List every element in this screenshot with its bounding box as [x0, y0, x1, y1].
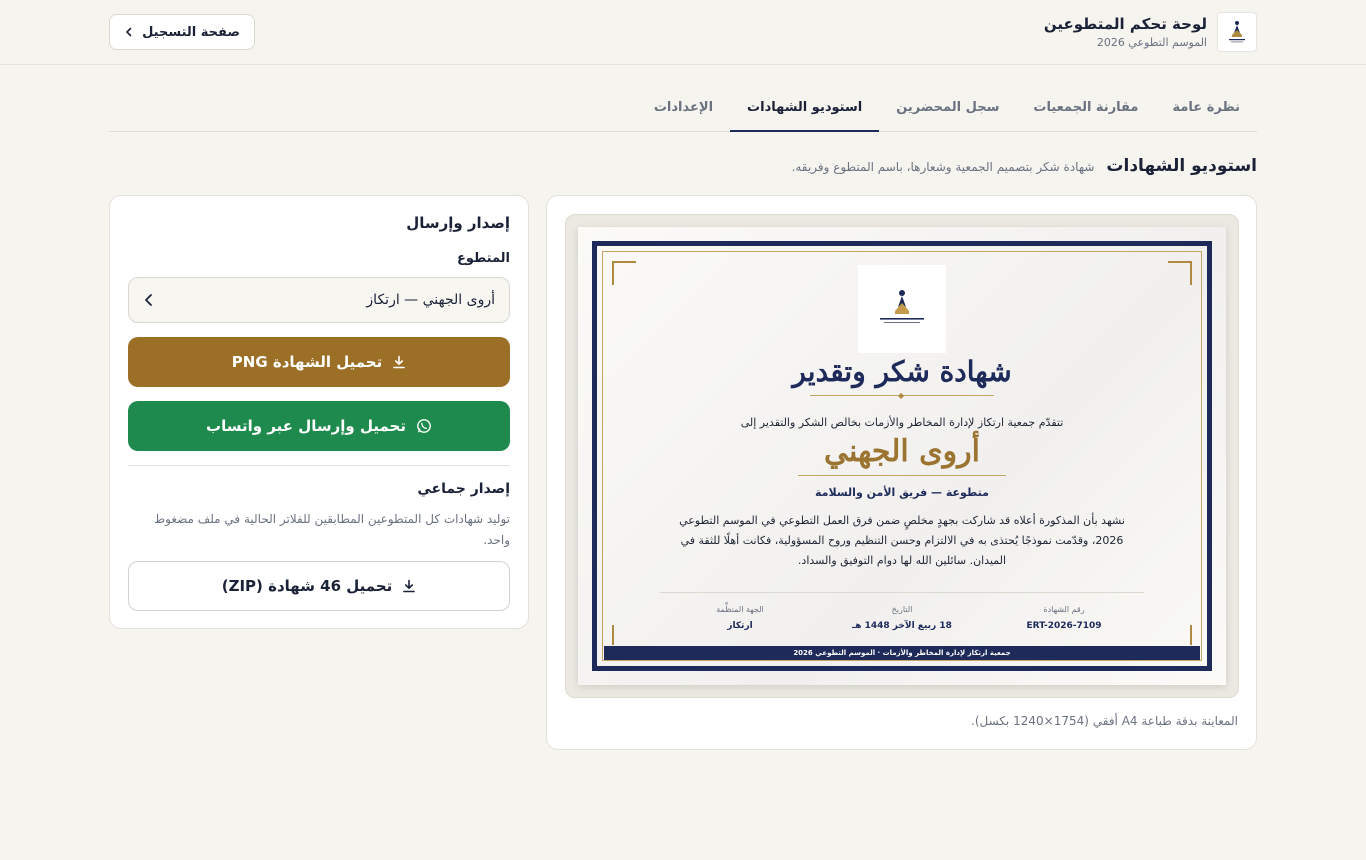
- volunteer-label: المتطوع: [456, 251, 510, 266]
- page-description: شهادة شكر بتصميم الجمعية وشعارها، باسم المتطوع وفريقه.: [791, 160, 1095, 174]
- chevron-left-icon: [143, 293, 155, 307]
- certificate-intro: تتقدّم جمعية ارتكاز لإدارة المخاطر والأزمات بخالص الشكر والتقدير إلى: [740, 416, 1064, 429]
- name-divider: [798, 475, 1006, 476]
- certificate-logo: [858, 265, 946, 353]
- page-title: استوديو الشهادات: [1106, 156, 1257, 176]
- download-zip-label: تحميل 46 شهادة (ZIP): [221, 577, 393, 595]
- certificate-preview-card: [546, 195, 1257, 750]
- chevron-left-icon: [124, 27, 134, 37]
- meta-date: [822, 603, 982, 635]
- registration-page-label: صفحة التسجيل: [142, 24, 240, 40]
- certificate-separator: [660, 592, 1144, 593]
- certificate-body: نشهد بأن المذكورة أعلاه قد شاركت بجهدٍ مخلصٍ ضمن فرق العمل التطوعي في الموسم التطوعي 2026، وقدّمت نموذجًا يُحتذى به في الالتزام وحسن التنظيم وروح المسؤولية، فكانت أهلًا للثقة في الميدان. سائلين الله لها دوام التوفيق والسداد.: [679, 514, 1125, 567]
- meta-number-label: رقم الشهادة: [1043, 605, 1085, 614]
- whatsapp-send-label: تحميل وإرسال عبر واتساب: [206, 417, 406, 435]
- certificate-title: شهادة شكر وتقدير: [792, 355, 1012, 388]
- certificate-logo-mark: [874, 287, 930, 331]
- main-tabs: [109, 86, 1257, 132]
- download-png-button[interactable]: [128, 337, 510, 387]
- download-png-label: تحميل الشهادة PNG: [231, 353, 383, 371]
- meta-org-label: الجهة المنظِّمة: [716, 605, 764, 614]
- org-logo: [1217, 12, 1257, 52]
- whatsapp-icon: [416, 418, 432, 434]
- page-heading: [792, 156, 1257, 176]
- download-icon: [392, 355, 406, 369]
- meta-org-value: ارتكاز: [727, 621, 753, 631]
- bulk-issue-description: توليد شهادات كل المتطوعين المطابقين للفلاتر الحالية في ملف مضغوط واحد.: [154, 512, 510, 547]
- whatsapp-send-button[interactable]: [128, 401, 510, 451]
- certificate-meta: [660, 603, 1144, 635]
- certificate: [578, 227, 1226, 685]
- meta-number-value: ERT-2026-7109: [1026, 621, 1102, 631]
- issue-panel-title: إصدار وإرسال: [406, 214, 510, 232]
- certificate-preview-frame: [565, 214, 1239, 698]
- meta-date-value: 18 ربيع الآخر 1448 هـ: [852, 621, 952, 631]
- certificate-footer: جمعية ارتكاز لإدارة المخاطر والأزمات · الموسم التطوعي 2026: [604, 646, 1200, 660]
- panel-divider: [128, 465, 510, 466]
- meta-date-label: التاريخ: [891, 605, 913, 614]
- tab-settings[interactable]: الإعدادات: [653, 100, 714, 115]
- title-ornament: ◆: [898, 391, 905, 400]
- tab-attendance-log[interactable]: سجل المحضرين: [896, 100, 1000, 115]
- corner-ornament: [612, 261, 636, 285]
- recipient-name: أروى الجهني: [824, 434, 980, 469]
- registration-page-button[interactable]: [109, 14, 255, 50]
- bulk-issue-title: إصدار جماعي: [417, 481, 510, 497]
- preview-note: المعاينة بدقة طباعة A4 أفقي (1754×1240 بكسل).: [971, 714, 1238, 728]
- org-logo-mark: [1226, 19, 1248, 45]
- brand: [1044, 12, 1257, 52]
- meta-number: [984, 603, 1144, 635]
- meta-org: [660, 603, 820, 635]
- volunteer-select-value: أروى الجهني — ارتكاز: [366, 292, 495, 308]
- download-icon: [402, 579, 416, 593]
- volunteer-select[interactable]: [128, 277, 510, 323]
- app-title: لوحة تحكم المتطوعين: [1043, 15, 1207, 33]
- app-subtitle: الموسم التطوعي 2026: [1096, 36, 1207, 49]
- download-zip-button[interactable]: [128, 561, 510, 611]
- corner-ornament: [612, 625, 636, 645]
- tab-certificates-studio[interactable]: استوديو الشهادات: [730, 86, 879, 132]
- corner-ornament: [1168, 261, 1192, 285]
- corner-ornament: [1168, 625, 1192, 645]
- recipient-role: متطوعة — فريق الأمن والسلامة: [815, 486, 989, 499]
- issue-panel: [109, 195, 529, 629]
- top-bar: [0, 0, 1366, 65]
- tab-associations-comparison[interactable]: مقارنة الجمعيات: [1033, 100, 1139, 115]
- tab-overview[interactable]: نظرة عامة: [1172, 100, 1240, 115]
